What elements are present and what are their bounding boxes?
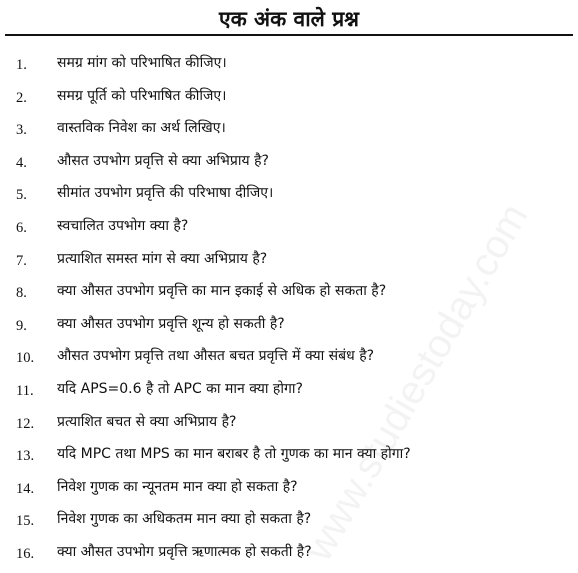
question-item <box>0 50 578 83</box>
question-number: 6. <box>16 219 27 236</box>
question-text: क्या औसत उपभोग प्रवृत्ति शून्य हो सकती है? <box>57 315 285 332</box>
question-text: निवेश गुणक का अधिकतम मान क्या हो सकता है? <box>57 511 312 528</box>
question-item <box>0 311 578 344</box>
question-number: 4. <box>16 154 27 171</box>
question-number: 12. <box>16 415 35 432</box>
question-item <box>0 506 578 539</box>
question-text: समग्र मांग को परिभाषित कीजिए। <box>57 55 227 71</box>
question-text: यदि APS=0.6 है तो APC का मान क्या होगा? <box>57 380 303 397</box>
question-number: 8. <box>16 285 27 302</box>
question-number: 9. <box>16 317 27 334</box>
question-item <box>0 409 578 442</box>
question-number: 1. <box>16 57 27 73</box>
question-number: 2. <box>16 89 27 106</box>
title-underline <box>5 34 573 36</box>
question-item <box>0 539 578 572</box>
question-number: 15. <box>16 513 35 530</box>
question-item <box>0 246 578 279</box>
question-text: स्वचालित उपभोग क्या है? <box>57 217 189 234</box>
question-number: 3. <box>16 122 27 139</box>
question-list <box>0 50 578 572</box>
question-text: वास्तविक निवेश का अर्थ लिखिए। <box>57 120 226 137</box>
question-text: क्या औसत उपभोग प्रवृत्ति ऋणात्मक हो सकती है? <box>57 543 312 560</box>
question-text: यदि MPC तथा MPS का मान बराबर है तो गुणक का मान क्या होगा? <box>57 446 411 463</box>
question-item <box>0 115 578 148</box>
page-title: एक अंक वाले प्रश्न <box>219 7 359 31</box>
question-text: निवेश गुणक का न्यूनतम मान क्या हो सकता है? <box>57 478 298 495</box>
question-item <box>0 83 578 116</box>
question-number: 13. <box>16 448 35 465</box>
question-text: प्रत्याशित बचत से क्या अभिप्राय है? <box>57 413 237 430</box>
question-text: सीमांत उपभोग प्रवृत्ति की परिभाषा दीजिए। <box>57 185 274 202</box>
question-number: 7. <box>16 252 27 269</box>
question-item <box>0 180 578 213</box>
question-item <box>0 474 578 507</box>
question-item <box>0 441 578 474</box>
question-number: 16. <box>16 545 35 562</box>
question-text: औसत उपभोग प्रवृत्ति तथा औसत बचत प्रवृत्ति में क्या संबंध है? <box>57 348 375 365</box>
question-text: प्रत्याशित समस्त मांग से क्या अभिप्राय है? <box>57 250 268 267</box>
question-text: समग्र पूर्ति को परिभाषित कीजिए। <box>57 87 227 104</box>
question-item <box>0 148 578 181</box>
question-number: 14. <box>16 480 35 497</box>
question-item <box>0 213 578 246</box>
question-number: 5. <box>16 187 27 204</box>
question-text: क्या औसत उपभोग प्रवृत्ति का मान इकाई से अधिक हो सकता है? <box>57 283 387 300</box>
question-text: औसत उपभोग प्रवृत्ति से क्या अभिप्राय है? <box>57 152 269 169</box>
question-number: 11. <box>16 382 34 399</box>
question-item <box>0 343 578 376</box>
question-item <box>0 376 578 409</box>
question-item <box>0 278 578 311</box>
question-number: 10. <box>16 350 35 367</box>
